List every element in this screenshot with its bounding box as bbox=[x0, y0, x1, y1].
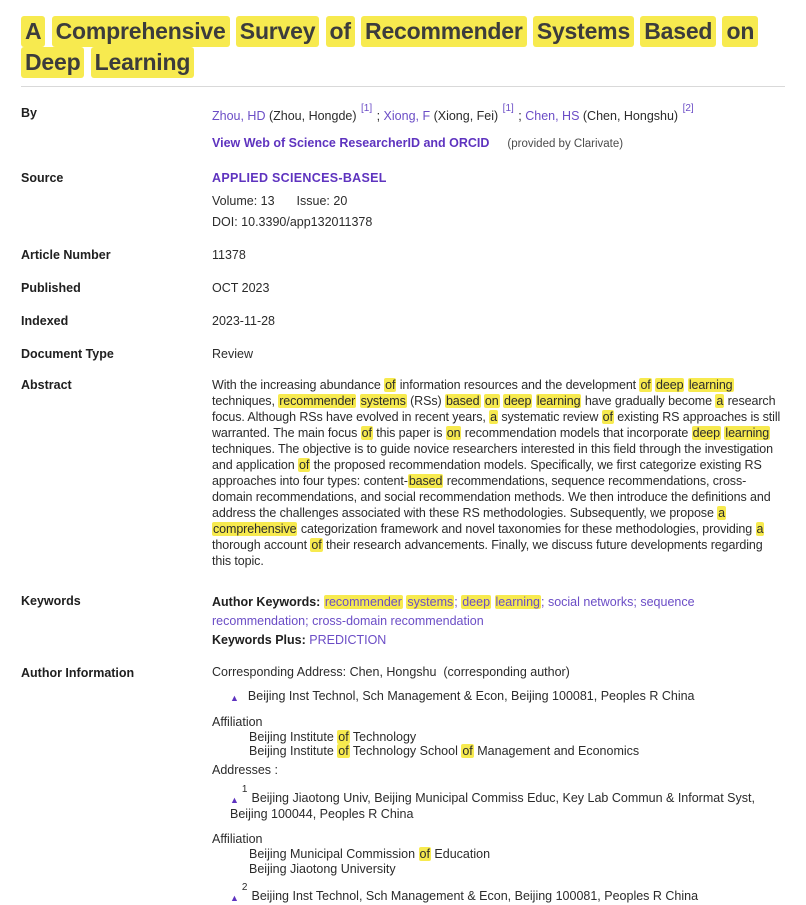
field-row-document-type bbox=[21, 346, 785, 362]
author-link[interactable]: Chen, HS bbox=[525, 109, 580, 124]
addresses-heading: Addresses : bbox=[212, 762, 279, 777]
field-row-article-number bbox=[21, 247, 785, 263]
affiliation-name: Beijing Institute of Technology School of Management and Economics bbox=[249, 744, 640, 759]
affiliation-heading: Affiliation bbox=[212, 832, 263, 846]
researcherid-orcid-link[interactable]: View Web of Science ResearcherID and ORCID bbox=[212, 136, 490, 151]
address-item bbox=[230, 783, 785, 822]
address-item bbox=[230, 882, 785, 905]
author-affiliation-sup: [1] bbox=[502, 103, 514, 114]
field-label-indexed: Indexed bbox=[21, 314, 69, 329]
author-keywords-line bbox=[212, 593, 785, 630]
field-label-source: Source bbox=[21, 171, 64, 186]
address-number: 1 bbox=[241, 783, 248, 795]
field-row-abstract bbox=[21, 377, 785, 569]
authors-line bbox=[212, 105, 785, 124]
author-keywords-label: Author Keywords: bbox=[212, 595, 324, 610]
volume-issue-line bbox=[212, 193, 785, 209]
article-number-value: 11378 bbox=[212, 248, 246, 263]
address-number: 2 bbox=[241, 882, 248, 894]
author-fullname: (Zhou, Hongde) bbox=[265, 109, 360, 124]
field-label-author-information: Author Information bbox=[21, 665, 135, 680]
journal-line bbox=[212, 170, 785, 186]
collapse-triangle-icon[interactable]: ▲ bbox=[230, 795, 239, 805]
keywords-plus-line bbox=[212, 631, 785, 650]
author-separator: ; bbox=[514, 109, 526, 124]
journal-link[interactable]: APPLIED SCIENCES-BASEL bbox=[212, 171, 387, 186]
address-text: Beijing Inst Technol, Sch Management & Econ, Beijing 100081, Peoples R China bbox=[247, 688, 695, 703]
keywords-plus-label: Keywords Plus: bbox=[212, 633, 310, 648]
keywords-plus-link[interactable]: PREDICTION bbox=[309, 633, 387, 648]
field-label-abstract: Abstract bbox=[21, 378, 72, 393]
provided-by-note: (provided by Clarivate) bbox=[507, 138, 624, 151]
author-affiliation-sup: [2] bbox=[682, 103, 694, 114]
doi-value: DOI: 10.3390/app132011378 bbox=[212, 215, 373, 230]
indexed-value: 2023-11-28 bbox=[212, 314, 276, 329]
field-row-by bbox=[21, 105, 785, 152]
published-value: OCT 2023 bbox=[212, 281, 270, 296]
author-link[interactable]: Xiong, F bbox=[383, 109, 431, 124]
title-divider bbox=[21, 86, 785, 87]
document-type-value: Review bbox=[212, 347, 253, 362]
author-affiliation-sup: [1] bbox=[361, 103, 373, 114]
author-fullname: (Xiong, Fei) bbox=[430, 109, 502, 124]
field-label-keywords: Keywords bbox=[21, 594, 81, 609]
author-link[interactable]: Zhou, HD bbox=[212, 109, 266, 124]
field-label-article-number: Article Number bbox=[21, 248, 111, 263]
field-row-indexed bbox=[21, 313, 785, 329]
affiliation-name: Beijing Jiaotong University bbox=[249, 861, 396, 876]
field-label-published: Published bbox=[21, 281, 81, 296]
affiliation-heading: Affiliation bbox=[212, 714, 263, 729]
author-separator: ; bbox=[373, 109, 384, 124]
field-label-by: By bbox=[21, 106, 37, 120]
collapse-triangle-icon[interactable]: ▲ bbox=[230, 692, 239, 703]
volume-value: Volume: 13 bbox=[212, 194, 275, 209]
author-keywords-links[interactable]: recommender systems; deep learning; social networks; sequence recommendation; cross-domain recommendation bbox=[212, 595, 695, 628]
field-row-source bbox=[21, 170, 785, 230]
field-row-keywords bbox=[21, 593, 785, 650]
field-row-published bbox=[21, 280, 785, 296]
field-row-author-information bbox=[21, 665, 785, 905]
collapse-triangle-icon[interactable]: ▲ bbox=[230, 893, 239, 904]
address-text: Beijing Jiaotong Univ, Beijing Municipal Commiss Educ, Key Lab Commun & Informat Syst, Beijing 100044, Peoples R China bbox=[230, 791, 755, 821]
affiliation-name: Beijing Institute of Technology bbox=[249, 729, 417, 744]
article-title: A Comprehensive Survey of Recommender Systems Based on Deep Learning bbox=[21, 16, 766, 78]
issue-value: Issue: 20 bbox=[296, 194, 348, 209]
affiliation-name: Beijing Municipal Commission of Education bbox=[249, 847, 491, 861]
corresponding-address-line: Corresponding Address: Chen, Hongshu (corresponding author) bbox=[212, 664, 570, 679]
researcherid-line bbox=[212, 135, 785, 152]
field-label-document-type: Document Type bbox=[21, 347, 114, 362]
address-text: Beijing Inst Technol, Sch Management & Econ, Beijing 100081, Peoples R China bbox=[251, 889, 699, 904]
abstract-text: With the increasing abundance of information resources and the development of deep learning techniques, recommender systems (RSs) based on deep learning have gradually become a research focus. Although RSs have evolved in recent years, a systematic review of existing RS approaches is still warranted. The main focus of this paper is on recommendation models that incorporate deep learning techniques. The objective is to guide novice researchers interested in this field through the investigation and application of the proposed recommendation models. Specifically, we first categorize existing RS approaches into four types: content-based recommendations, sequence recommendations, cross-domain recommendations, and social recommendation methods. We then introduce the definitions and address the challenges associated with these RS methodologies. Subsequently, we propose a comprehensive categorization framework and novel taxonomies for these methodologies, providing a thorough account of their research advancements. Finally, we discuss future developments regarding this topic. bbox=[212, 378, 781, 569]
corresponding-address-item bbox=[230, 689, 785, 705]
author-fullname: (Chen, Hongshu) bbox=[579, 109, 682, 124]
